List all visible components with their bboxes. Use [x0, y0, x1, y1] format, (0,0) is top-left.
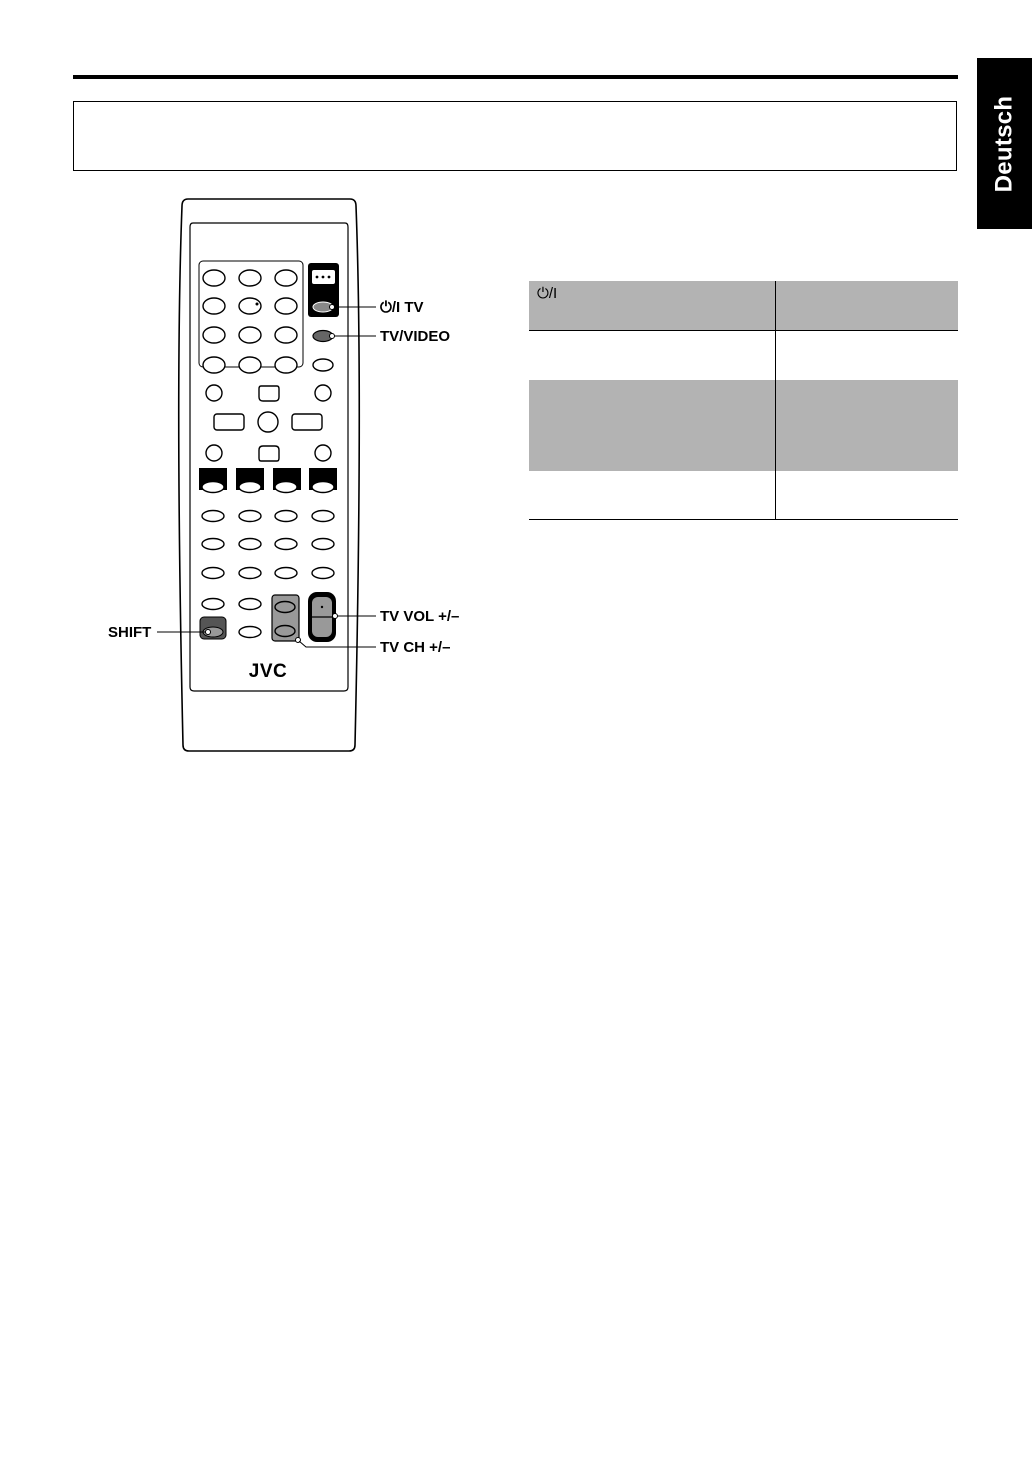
left-button: [214, 414, 244, 430]
function-button: [315, 385, 331, 401]
table-cell: [529, 380, 776, 471]
function-table: [529, 281, 958, 520]
table-row: [529, 471, 958, 520]
key-11: [275, 357, 297, 373]
key-10: [203, 357, 225, 373]
top-rule: [73, 75, 958, 79]
remote-illustration: [95, 190, 475, 760]
key-4: [203, 298, 225, 314]
table-cell: [776, 380, 958, 471]
label-tv-ch: TV CH +/–: [380, 639, 451, 656]
label-power-tv: ⏻/I TV: [380, 299, 424, 316]
brand-logo: JVC: [248, 661, 288, 682]
key-0: [239, 357, 261, 373]
key-7: [203, 327, 225, 343]
key-8: [239, 327, 261, 343]
key-5: [239, 298, 261, 314]
down-button: [259, 446, 279, 461]
key-6: [275, 298, 297, 314]
table-row: [529, 331, 958, 380]
label-shift: SHIFT: [108, 624, 152, 641]
key-3: [275, 270, 297, 286]
table-cell: [776, 471, 958, 519]
function-button: [315, 445, 331, 461]
table-cell-symbol: ⏻/I: [529, 281, 776, 330]
up-button: [259, 386, 279, 401]
label-tv-video: TV/VIDEO: [380, 328, 451, 345]
key-9: [275, 327, 297, 343]
table-cell: [776, 331, 958, 380]
side-button: [313, 359, 333, 371]
key-1: [203, 270, 225, 286]
table-cell: [529, 331, 776, 380]
key-5-dot: [256, 303, 259, 306]
right-button: [292, 414, 322, 430]
language-tab-label: Deutsch: [990, 95, 1018, 192]
label-tv-vol: TV VOL +/–: [380, 608, 460, 625]
key-2: [239, 270, 261, 286]
table-cell: [529, 471, 776, 519]
table-cell: [776, 281, 958, 330]
language-tab: [977, 58, 1032, 229]
table-row: [529, 380, 958, 471]
section-title-box: [73, 101, 957, 171]
function-button: [206, 445, 222, 461]
table-row: [529, 281, 958, 331]
function-button: [206, 385, 222, 401]
center-button: [258, 412, 278, 432]
